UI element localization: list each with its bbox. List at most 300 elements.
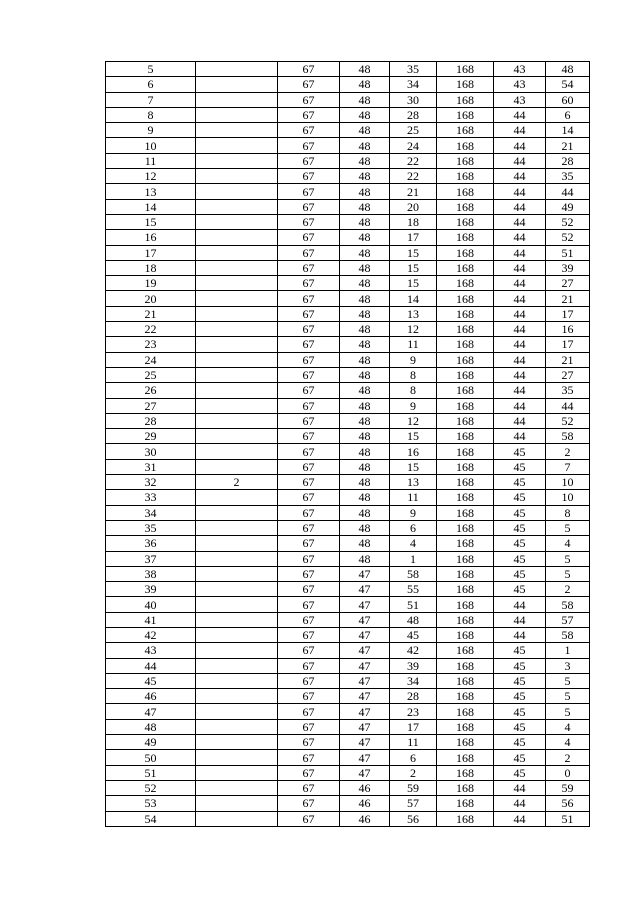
table-cell: 67 <box>278 536 340 551</box>
table-cell: 48 <box>340 459 390 474</box>
table-cell: 17 <box>546 337 590 352</box>
table-cell: 45 <box>494 582 546 597</box>
table-cell: 44 <box>494 199 546 214</box>
table-cell: 15 <box>390 260 437 275</box>
table-cell <box>196 673 278 688</box>
table-cell: 26 <box>106 383 196 398</box>
table-cell: 67 <box>278 276 340 291</box>
table-cell: 168 <box>437 505 494 520</box>
table-row <box>106 719 590 734</box>
table-cell: 47 <box>340 673 390 688</box>
table-cell: 15 <box>390 459 437 474</box>
table-cell: 58 <box>390 566 437 581</box>
table-row <box>106 475 590 490</box>
table-cell: 5 <box>106 62 196 77</box>
table-cell: 48 <box>340 337 390 352</box>
table-cell <box>196 750 278 765</box>
table-cell: 47 <box>340 750 390 765</box>
table-cell: 48 <box>390 612 437 627</box>
table-cell: 67 <box>278 199 340 214</box>
table-cell: 168 <box>437 123 494 138</box>
table-cell: 67 <box>278 92 340 107</box>
table-cell <box>196 398 278 413</box>
table-cell: 25 <box>390 123 437 138</box>
table-cell: 168 <box>437 582 494 597</box>
table-cell: 44 <box>494 169 546 184</box>
table-row <box>106 704 590 719</box>
table-cell: 48 <box>340 276 390 291</box>
table-cell: 15 <box>390 429 437 444</box>
table-cell: 48 <box>340 291 390 306</box>
table-cell: 44 <box>494 383 546 398</box>
table-cell <box>196 429 278 444</box>
table-row <box>106 673 590 688</box>
table-cell: 52 <box>106 780 196 795</box>
table-cell: 59 <box>390 780 437 795</box>
table-cell: 67 <box>278 429 340 444</box>
table-cell: 48 <box>340 184 390 199</box>
table-cell: 168 <box>437 153 494 168</box>
table-cell: 67 <box>278 566 340 581</box>
table-cell: 48 <box>340 138 390 153</box>
table-cell: 67 <box>278 413 340 428</box>
table-cell: 44 <box>494 597 546 612</box>
table-row <box>106 107 590 122</box>
table-cell <box>196 153 278 168</box>
table-cell: 39 <box>390 658 437 673</box>
table-cell: 2 <box>546 582 590 597</box>
table-cell <box>196 230 278 245</box>
table-cell: 34 <box>390 673 437 688</box>
table-cell <box>196 536 278 551</box>
table-row <box>106 459 590 474</box>
table-cell: 22 <box>390 153 437 168</box>
table-cell: 47 <box>340 627 390 642</box>
table-cell: 168 <box>437 765 494 780</box>
table-cell: 11 <box>390 337 437 352</box>
table-cell: 168 <box>437 597 494 612</box>
table-cell: 67 <box>278 77 340 92</box>
table-cell: 45 <box>494 444 546 459</box>
table-cell: 168 <box>437 735 494 750</box>
table-cell: 44 <box>546 398 590 413</box>
table-cell: 45 <box>494 689 546 704</box>
table-cell: 67 <box>278 337 340 352</box>
table-cell: 168 <box>437 138 494 153</box>
table-row <box>106 750 590 765</box>
table-cell: 2 <box>196 475 278 490</box>
table-cell: 28 <box>546 153 590 168</box>
table-cell: 48 <box>546 62 590 77</box>
table-cell: 45 <box>390 627 437 642</box>
table-cell <box>196 62 278 77</box>
table-cell: 24 <box>390 138 437 153</box>
table-cell: 67 <box>278 735 340 750</box>
table-cell: 44 <box>494 245 546 260</box>
table-cell: 44 <box>494 107 546 122</box>
table-cell: 27 <box>546 276 590 291</box>
table-cell: 45 <box>106 673 196 688</box>
table-row <box>106 367 590 382</box>
table-cell: 45 <box>494 750 546 765</box>
table-cell: 168 <box>437 306 494 321</box>
table-cell: 168 <box>437 780 494 795</box>
table-cell: 45 <box>494 490 546 505</box>
table-row <box>106 291 590 306</box>
table-cell: 34 <box>390 77 437 92</box>
table-cell: 44 <box>494 398 546 413</box>
table-cell: 45 <box>494 643 546 658</box>
table-row <box>106 245 590 260</box>
table-row <box>106 429 590 444</box>
table-cell: 67 <box>278 138 340 153</box>
table-cell: 14 <box>390 291 437 306</box>
table-row <box>106 77 590 92</box>
table-cell: 57 <box>546 612 590 627</box>
table-cell: 67 <box>278 169 340 184</box>
table-cell: 20 <box>390 199 437 214</box>
table-cell: 168 <box>437 214 494 229</box>
table-cell: 48 <box>340 260 390 275</box>
table-cell: 47 <box>340 735 390 750</box>
table-cell: 45 <box>494 566 546 581</box>
coordinate-table <box>105 61 590 827</box>
table-cell: 22 <box>106 322 196 337</box>
table-cell: 44 <box>494 352 546 367</box>
table-cell: 16 <box>390 444 437 459</box>
table-cell: 168 <box>437 260 494 275</box>
table-cell <box>196 245 278 260</box>
table-cell <box>196 643 278 658</box>
table-cell: 48 <box>340 245 390 260</box>
table-cell: 25 <box>106 367 196 382</box>
table-cell: 46 <box>340 780 390 795</box>
table-cell: 13 <box>106 184 196 199</box>
table-cell: 47 <box>340 597 390 612</box>
table-cell: 54 <box>106 811 196 826</box>
table-cell: 48 <box>340 383 390 398</box>
table-cell: 17 <box>106 245 196 260</box>
table-cell: 21 <box>390 184 437 199</box>
table-cell: 67 <box>278 658 340 673</box>
table-cell: 45 <box>494 719 546 734</box>
table-row <box>106 627 590 642</box>
table-cell: 8 <box>546 505 590 520</box>
table-cell: 48 <box>340 505 390 520</box>
table-cell: 17 <box>390 230 437 245</box>
table-cell <box>196 92 278 107</box>
table-cell: 67 <box>278 689 340 704</box>
table-cell: 168 <box>437 459 494 474</box>
table-cell: 168 <box>437 199 494 214</box>
table-cell: 44 <box>494 337 546 352</box>
table-cell: 67 <box>278 765 340 780</box>
table-cell: 44 <box>494 123 546 138</box>
table-cell: 67 <box>278 490 340 505</box>
table-row <box>106 689 590 704</box>
table-cell: 10 <box>106 138 196 153</box>
table-cell: 11 <box>390 735 437 750</box>
table-row <box>106 551 590 566</box>
table-cell <box>196 780 278 795</box>
table-row <box>106 643 590 658</box>
table-cell: 5 <box>546 566 590 581</box>
table-cell: 52 <box>546 230 590 245</box>
table-cell: 47 <box>340 658 390 673</box>
table-cell: 23 <box>106 337 196 352</box>
table-cell: 16 <box>546 322 590 337</box>
table-cell: 67 <box>278 306 340 321</box>
table-cell: 12 <box>390 413 437 428</box>
table-cell: 44 <box>494 230 546 245</box>
table-cell: 47 <box>340 689 390 704</box>
table-cell: 48 <box>340 230 390 245</box>
table-cell: 168 <box>437 536 494 551</box>
table-cell: 9 <box>390 352 437 367</box>
table-cell: 35 <box>106 520 196 535</box>
table-cell: 168 <box>437 77 494 92</box>
table-cell: 51 <box>390 597 437 612</box>
table-cell: 58 <box>546 627 590 642</box>
table-cell <box>196 627 278 642</box>
table-cell: 10 <box>546 490 590 505</box>
table-cell: 43 <box>494 77 546 92</box>
table-cell <box>196 765 278 780</box>
table-cell: 28 <box>390 107 437 122</box>
table-cell: 27 <box>546 367 590 382</box>
table-cell: 67 <box>278 444 340 459</box>
table-cell: 4 <box>546 719 590 734</box>
table-cell: 48 <box>340 352 390 367</box>
table-cell: 168 <box>437 796 494 811</box>
table-row <box>106 199 590 214</box>
table-cell: 67 <box>278 704 340 719</box>
table-cell: 7 <box>546 459 590 474</box>
table-row <box>106 444 590 459</box>
table-cell <box>196 459 278 474</box>
table-cell: 67 <box>278 627 340 642</box>
table-row <box>106 398 590 413</box>
table-cell: 168 <box>437 383 494 398</box>
table-row <box>106 520 590 535</box>
table-cell: 67 <box>278 383 340 398</box>
table-cell <box>196 582 278 597</box>
table-cell <box>196 505 278 520</box>
table-cell: 44 <box>106 658 196 673</box>
table-cell: 44 <box>494 153 546 168</box>
table-cell: 48 <box>106 719 196 734</box>
table-cell: 59 <box>546 780 590 795</box>
table-row <box>106 260 590 275</box>
table-cell: 168 <box>437 169 494 184</box>
table-cell: 38 <box>106 566 196 581</box>
table-cell: 42 <box>106 627 196 642</box>
table-cell: 6 <box>390 750 437 765</box>
table-cell: 58 <box>546 597 590 612</box>
table-cell: 168 <box>437 413 494 428</box>
table-cell: 50 <box>106 750 196 765</box>
table-row <box>106 306 590 321</box>
table-row <box>106 765 590 780</box>
table-cell: 6 <box>546 107 590 122</box>
table-cell: 168 <box>437 811 494 826</box>
table-cell: 36 <box>106 536 196 551</box>
table-cell: 47 <box>340 612 390 627</box>
table-cell: 5 <box>546 704 590 719</box>
table-cell: 46 <box>340 796 390 811</box>
table-cell: 8 <box>106 107 196 122</box>
table-cell: 67 <box>278 796 340 811</box>
table-cell: 35 <box>546 169 590 184</box>
table-cell: 52 <box>546 413 590 428</box>
table-cell: 48 <box>340 367 390 382</box>
table-cell: 67 <box>278 551 340 566</box>
table-cell: 67 <box>278 245 340 260</box>
table-cell <box>196 444 278 459</box>
table-cell <box>196 811 278 826</box>
table-cell: 168 <box>437 520 494 535</box>
table-cell: 44 <box>494 306 546 321</box>
table-cell: 48 <box>340 214 390 229</box>
table-cell: 21 <box>546 138 590 153</box>
table-row <box>106 780 590 795</box>
table-cell: 44 <box>494 214 546 229</box>
table-cell <box>196 704 278 719</box>
table-cell: 168 <box>437 322 494 337</box>
table-cell: 5 <box>546 673 590 688</box>
table-cell: 168 <box>437 490 494 505</box>
table-cell: 57 <box>390 796 437 811</box>
table-cell: 18 <box>390 214 437 229</box>
table-cell: 44 <box>494 322 546 337</box>
table-cell: 45 <box>494 459 546 474</box>
table-cell: 48 <box>340 475 390 490</box>
table-cell: 168 <box>437 62 494 77</box>
table-row <box>106 337 590 352</box>
table-cell <box>196 735 278 750</box>
table-cell <box>196 184 278 199</box>
table-cell: 3 <box>546 658 590 673</box>
table-cell: 168 <box>437 612 494 627</box>
table-cell: 67 <box>278 811 340 826</box>
table-cell: 44 <box>494 796 546 811</box>
table-cell: 31 <box>106 459 196 474</box>
table-cell <box>196 566 278 581</box>
table-cell: 56 <box>390 811 437 826</box>
table-cell <box>196 796 278 811</box>
table-cell: 168 <box>437 230 494 245</box>
table-row <box>106 612 590 627</box>
table-row <box>106 352 590 367</box>
table-cell <box>196 322 278 337</box>
table-row <box>106 62 590 77</box>
table-cell: 9 <box>106 123 196 138</box>
table-cell: 48 <box>340 444 390 459</box>
table-row <box>106 811 590 826</box>
table-cell <box>196 276 278 291</box>
table-cell: 56 <box>546 796 590 811</box>
table-cell: 11 <box>390 490 437 505</box>
table-cell: 6 <box>106 77 196 92</box>
table-cell: 42 <box>390 643 437 658</box>
table-cell: 7 <box>106 92 196 107</box>
table-cell: 48 <box>340 398 390 413</box>
table-cell: 168 <box>437 551 494 566</box>
table-cell <box>196 77 278 92</box>
table-cell <box>196 597 278 612</box>
table-cell: 8 <box>390 367 437 382</box>
table-cell <box>196 719 278 734</box>
table-cell <box>196 199 278 214</box>
table-cell: 2 <box>546 750 590 765</box>
table-cell: 48 <box>340 62 390 77</box>
table-cell: 45 <box>494 658 546 673</box>
table-cell: 47 <box>340 643 390 658</box>
table-cell: 0 <box>546 765 590 780</box>
table-cell: 67 <box>278 582 340 597</box>
table-cell: 168 <box>437 750 494 765</box>
table-cell: 67 <box>278 612 340 627</box>
table-cell: 44 <box>494 811 546 826</box>
table-cell: 9 <box>390 398 437 413</box>
table-cell <box>196 689 278 704</box>
table-cell <box>196 214 278 229</box>
table-cell: 53 <box>106 796 196 811</box>
table-cell: 168 <box>437 367 494 382</box>
table-cell: 4 <box>546 536 590 551</box>
table-cell: 37 <box>106 551 196 566</box>
table-cell: 67 <box>278 505 340 520</box>
table-row <box>106 490 590 505</box>
table-cell: 67 <box>278 750 340 765</box>
table-cell: 18 <box>106 260 196 275</box>
table-cell: 45 <box>494 536 546 551</box>
table-cell: 67 <box>278 291 340 306</box>
table-cell: 51 <box>546 245 590 260</box>
table-cell: 23 <box>390 704 437 719</box>
table-row <box>106 536 590 551</box>
table-cell <box>196 658 278 673</box>
table-cell <box>196 612 278 627</box>
table-cell: 12 <box>390 322 437 337</box>
table-cell: 45 <box>494 551 546 566</box>
table-row <box>106 658 590 673</box>
table-cell: 5 <box>546 520 590 535</box>
table-cell: 168 <box>437 643 494 658</box>
table-cell: 46 <box>106 689 196 704</box>
table-cell: 168 <box>437 704 494 719</box>
table-cell <box>196 413 278 428</box>
table-cell: 5 <box>546 689 590 704</box>
table-cell: 48 <box>340 107 390 122</box>
table-cell: 48 <box>340 169 390 184</box>
table-cell: 55 <box>390 582 437 597</box>
table-cell: 35 <box>546 383 590 398</box>
table-cell: 67 <box>278 780 340 795</box>
table-cell: 168 <box>437 92 494 107</box>
table-cell: 15 <box>390 245 437 260</box>
table-cell: 48 <box>340 551 390 566</box>
table-cell: 47 <box>340 566 390 581</box>
table-cell: 48 <box>340 322 390 337</box>
table-cell: 168 <box>437 673 494 688</box>
table-cell: 2 <box>390 765 437 780</box>
table-cell: 51 <box>546 811 590 826</box>
table-cell: 168 <box>437 398 494 413</box>
table-cell: 45 <box>494 475 546 490</box>
table-cell: 67 <box>278 62 340 77</box>
table-cell: 17 <box>546 306 590 321</box>
